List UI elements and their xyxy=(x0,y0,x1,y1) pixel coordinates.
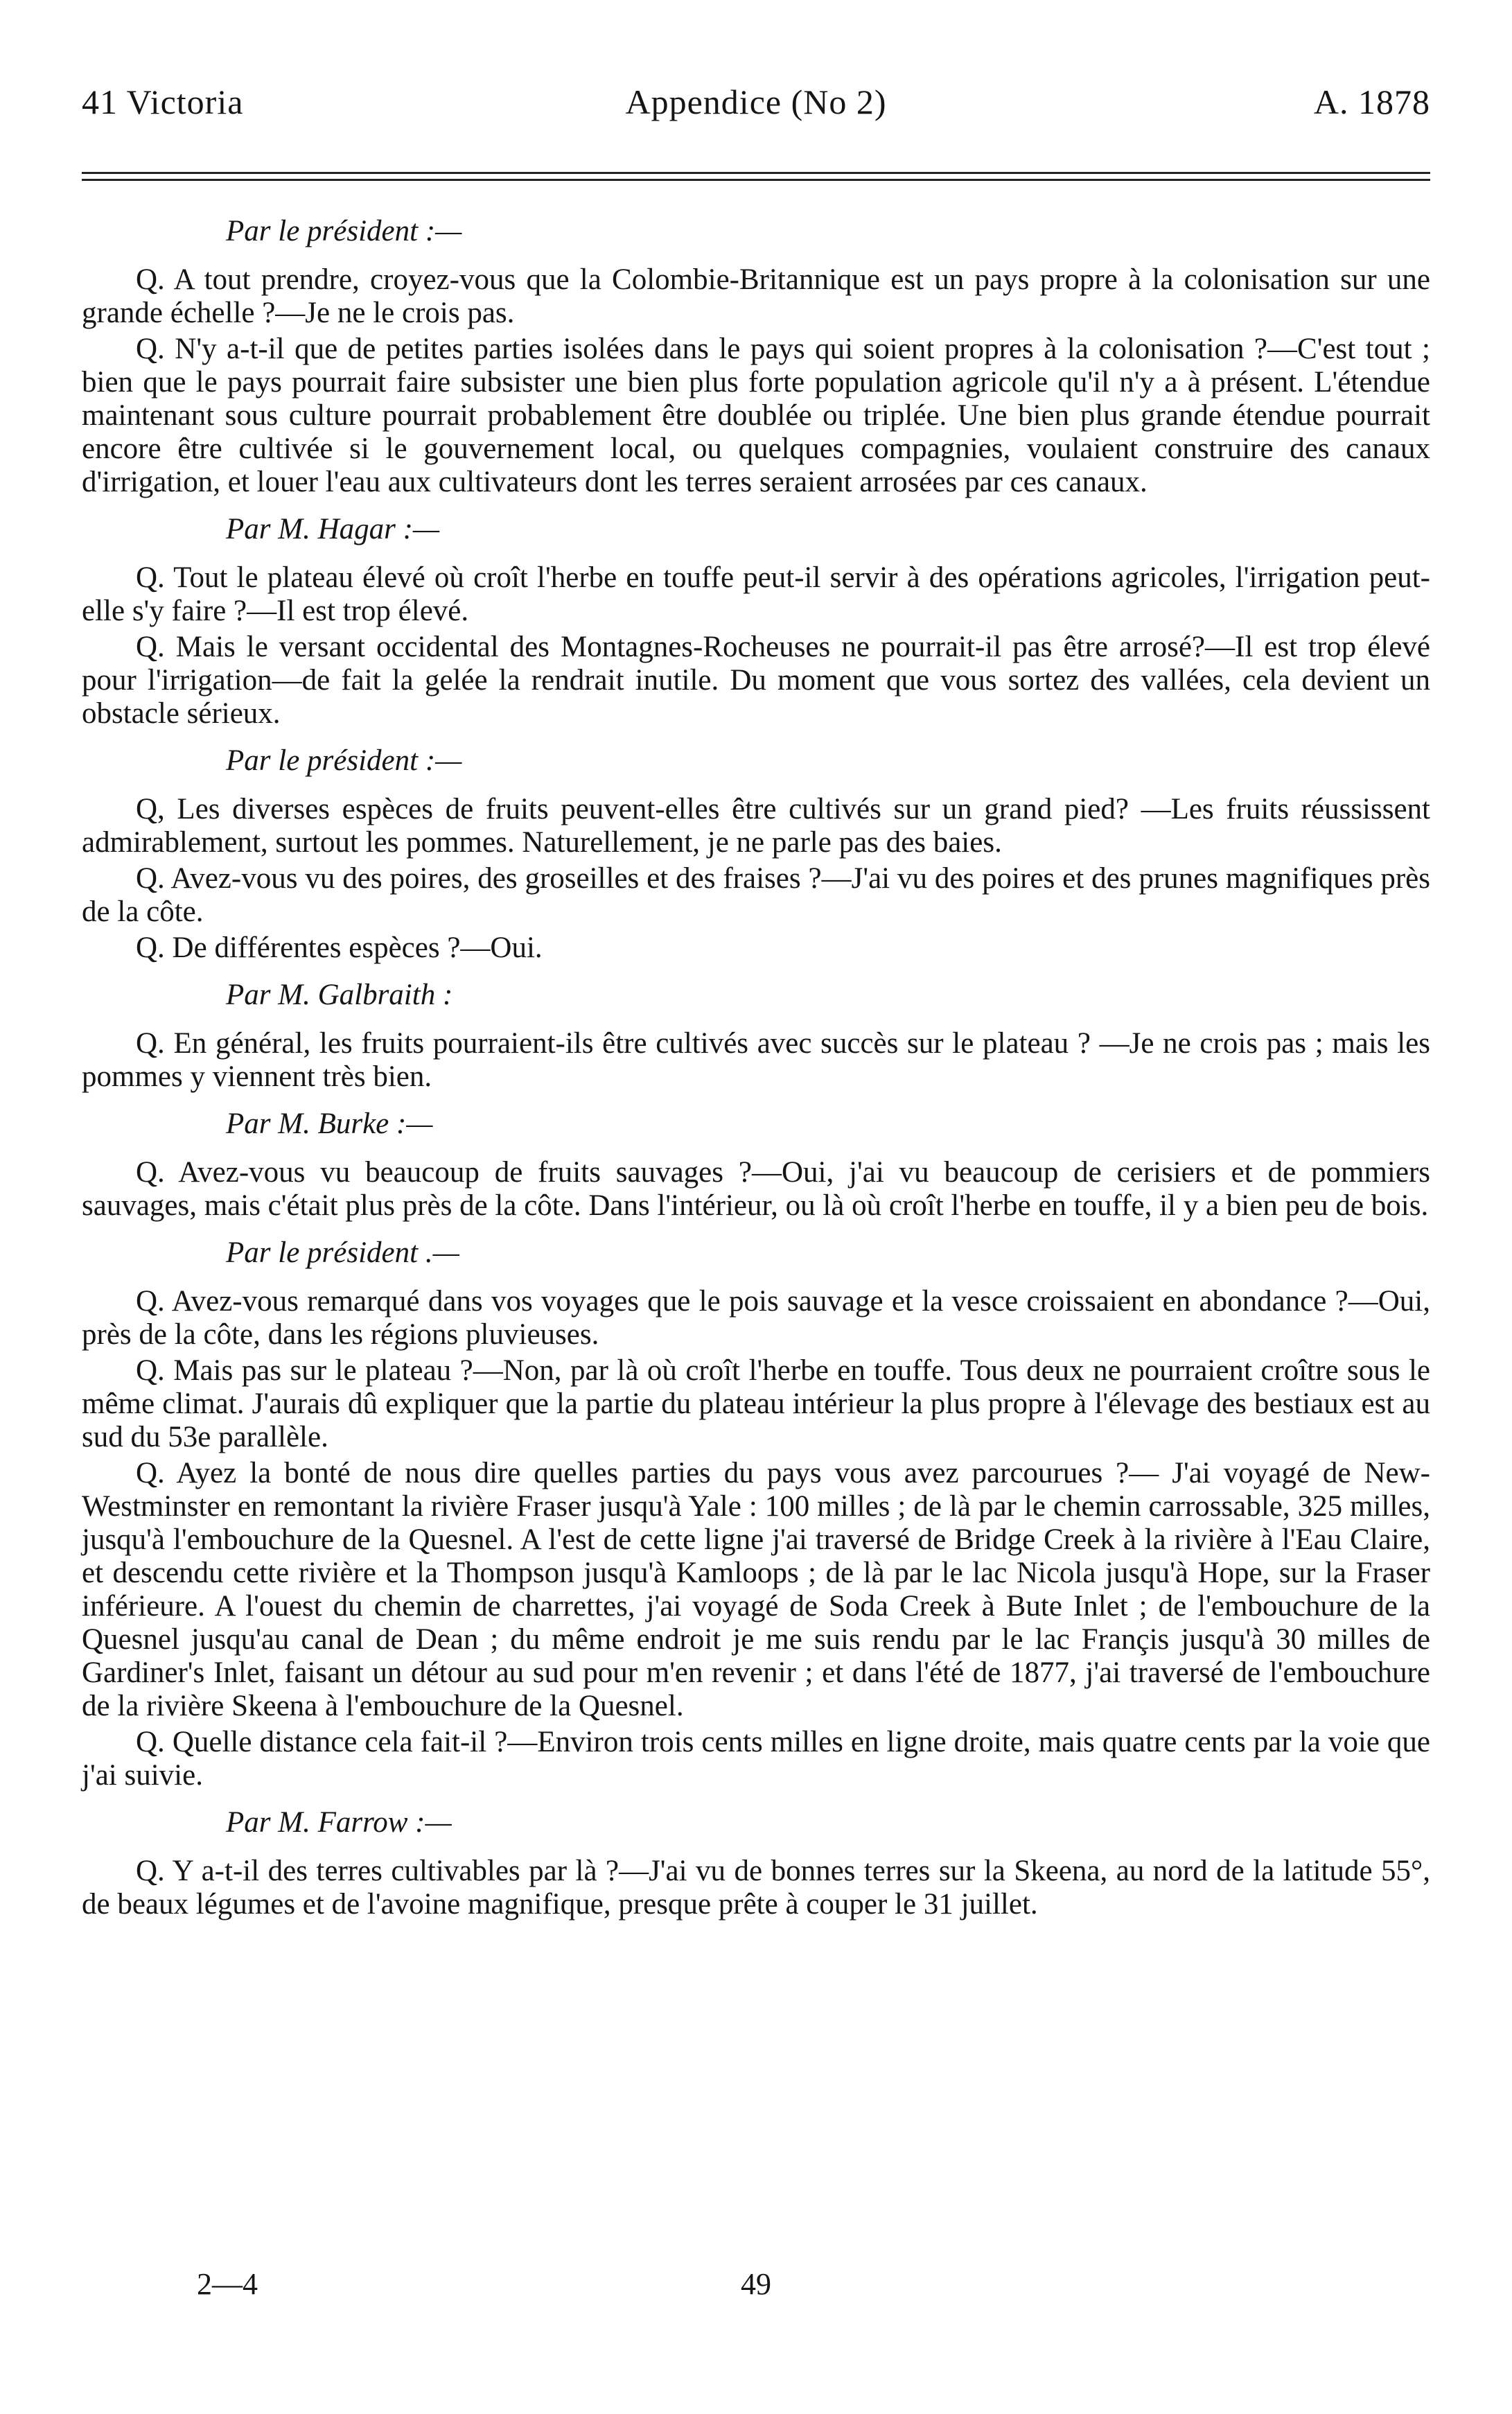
question-answer-paragraph: Q. N'y a-t-il que de petites parties isolées dans le pays qui soient propres à la colonisation ?—C'est tout ; bien que le pays pourrait faire subsister une bien plus forte population agricole qu'il n'y a à présent. L'étendue maintenant sous culture pourrait probablement être doublée ou triplée. Une bien plus grande étendue pourrait encore être cultivée si le gouvernement local, ou quelques compagnies, voulaient construire des canaux d'irrigation, et louer l'eau aux cultivateurs dont les terres seraient arrosées par ces canaux. xyxy=(82,333,1430,498)
question-answer-paragraph: Q. Avez-vous vu des poires, des groseilles et des fraises ?—J'ai vu des poires et des prunes magnifiques près de la côte. xyxy=(82,862,1430,928)
running-header xyxy=(82,82,1430,130)
signature-mark: 2—4 xyxy=(197,2267,258,2301)
question-answer-paragraph: Q. Mais pas sur le plateau ?—Non, par là où croît l'herbe en touffe. Tous deux ne pourraient croître sous le même climat. J'aurais dû expliquer que la partie du plateau intérieur la plus propre à l'élevage des bestiaux est au sud du 53e parallèle. xyxy=(82,1354,1430,1453)
page-body xyxy=(82,212,1430,1924)
question-answer-paragraph: Q. Tout le plateau élevé où croît l'herbe en touffe peut-il servir à des opérations agricoles, l'irrigation peut-elle s'y faire ?—Il est trop élevé. xyxy=(82,561,1430,627)
header-rule-bottom xyxy=(82,179,1430,181)
question-answer-paragraph: Q. Y a-t-il des terres cultivables par là ?—J'ai vu de bonnes terres sur la Skeena, au nord de la latitude 55°, de beaux légumes et de l'avoine magnifique, presque prête à couper le 31 juillet. xyxy=(82,1855,1430,1921)
speaker-heading: Par le président :— xyxy=(226,744,462,777)
question-answer-paragraph: Q. De différentes espèces ?—Oui. xyxy=(136,932,543,964)
header-volume: 41 Victoria xyxy=(82,82,244,121)
question-answer-paragraph: Q. Avez-vous vu beaucoup de fruits sauvages ?—Oui, j'ai vu beaucoup de cerisiers et de pommiers sauvages, mais c'était plus près de la côte. Dans l'intérieur, ou là où croît l'herbe en touffe, il y a bien peu de bois. xyxy=(82,1156,1430,1222)
speaker-heading: Par M. Galbraith : xyxy=(226,979,453,1011)
question-answer-paragraph: Q. En général, les fruits pourraient-ils être cultivés avec succès sur le plateau ? —Je ne crois pas ; mais les pommes y viennent très bien. xyxy=(82,1027,1430,1093)
question-answer-paragraph: Q, Les diverses espèces de fruits peuvent-elles être cultivés sur un grand pied? —Les fruits réussissent admirablement, surtout les pommes. Naturellement, je ne parle pas des baies. xyxy=(82,793,1430,859)
question-answer-paragraph: Q. A tout prendre, croyez-vous que la Colombie-Britannique est un pays propre à la colonisation sur une grande échelle ?—Je ne le crois pas. xyxy=(82,263,1430,329)
header-rule-top xyxy=(82,172,1430,174)
page-number: 49 xyxy=(741,2267,771,2301)
page-footer xyxy=(82,2266,1430,2308)
speaker-heading: Par M. Hagar :— xyxy=(226,513,440,545)
speaker-heading: Par M. Farrow :— xyxy=(226,1806,452,1839)
question-answer-paragraph: Q. Avez-vous remarqué dans vos voyages que le pois sauvage et la vesce croissaient en abondance ?—Oui, près de la côte, dans les régions pluvieuses. xyxy=(82,1285,1430,1351)
speaker-heading: Par le président .— xyxy=(226,1236,459,1269)
header-year: A. 1878 xyxy=(1313,82,1430,121)
speaker-heading: Par le président :— xyxy=(226,215,462,247)
question-answer-paragraph: Q. Ayez la bonté de nous dire quelles parties du pays vous avez parcourues ?— J'ai voyagé de New-Westminster en remontant la rivière Fraser jusqu'à Yale : 100 milles ; de là par le chemin carrossable, 325 milles, jusqu'à l'embouchure de la Quesnel. A l'est de cette ligne j'ai traversé de Bridge Creek à la rivière à l'Eau Claire, et descendu cette rivière et la Thompson jusqu'à Kamloops ; de là par le lac Nicola jusqu'à Hope, sur la Fraser inférieure. A l'ouest du chemin de charrettes, j'ai voyagé de Soda Creek à Bute Inlet ; de l'embouchure de la Quesnel jusqu'au canal de Dean ; du même endroit je me suis rendu par le lac Françis jusqu'à 30 milles de Gardiner's Inlet, faisant un détour au sud pour m'en revenir ; et dans l'été de 1877, j'ai traversé de l'embouchure de la rivière Skeena à l'embouchure de la Quesnel. xyxy=(82,1457,1430,1722)
question-answer-paragraph: Q. Quelle distance cela fait-il ?—Environ trois cents milles en ligne droite, mais quatre cents par la voie que j'ai suivie. xyxy=(82,1726,1430,1792)
question-answer-paragraph: Q. Mais le versant occidental des Montagnes-Rocheuses ne pourrait-il pas être arrosé?—Il est trop élevé pour l'irrigation—de fait la gelée la rendrait inutile. Du moment que vous sortez des vallées, cela devient un obstacle sérieux. xyxy=(82,631,1430,730)
speaker-heading: Par M. Burke :— xyxy=(226,1108,433,1140)
header-title: Appendice (No 2) xyxy=(625,82,887,121)
